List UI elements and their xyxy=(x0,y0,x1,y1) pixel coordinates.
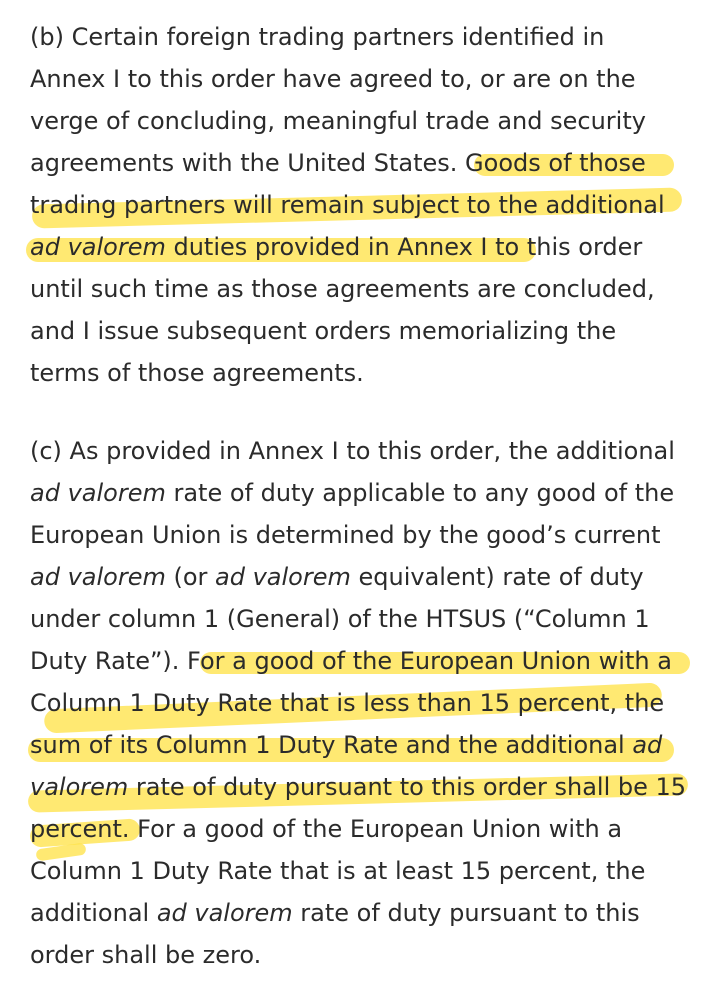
section-c-line: Column 1 Duty Rate that is at least 15 percent, the xyxy=(30,857,646,885)
section-c-line: additional ad valorem rate of duty pursuant to this xyxy=(30,899,640,927)
section-c-line: Duty Rate”). For a good of the European Union with a xyxy=(30,647,672,675)
section-c-line: under column 1 (General) of the HTSUS (“Column 1 xyxy=(30,605,650,633)
section-b-line: Annex I to this order have agreed to, or are on the xyxy=(30,65,636,93)
section-b-line: and I issue subsequent orders memorializing the xyxy=(30,317,617,345)
section-c-line: (c) As provided in Annex I to this order, the additional xyxy=(30,437,675,465)
section-b-line: verge of concluding, meaningful trade and security xyxy=(30,107,646,135)
section-c-line: ad valorem rate of duty applicable to any good of the xyxy=(30,479,675,507)
section-b-line: ad valorem duties provided in Annex I to this order xyxy=(30,233,643,261)
section-b-line: until such time as those agreements are concluded, xyxy=(30,275,655,303)
section-c-line: ad valorem (or ad valorem equivalent) rate of duty xyxy=(30,563,644,591)
section-b-line: (b) Certain foreign trading partners identified in xyxy=(30,23,605,51)
section-c-line: percent. For a good of the European Union with a xyxy=(30,815,623,843)
section-c-line: order shall be zero. xyxy=(30,941,262,969)
section-c-line: valorem rate of duty pursuant to this order shall be 15 xyxy=(30,773,687,801)
section-c-line: sum of its Column 1 Duty Rate and the additional ad xyxy=(30,731,663,759)
section-b-line: trading partners will remain subject to the additional xyxy=(30,191,665,219)
section-b-line: agreements with the United States. Goods of those xyxy=(30,149,646,177)
section-c-line: European Union is determined by the good’s current xyxy=(30,521,661,549)
section-b-line: terms of those agreements. xyxy=(30,359,364,387)
section-c-line: Column 1 Duty Rate that is less than 15 percent, the xyxy=(30,689,665,717)
